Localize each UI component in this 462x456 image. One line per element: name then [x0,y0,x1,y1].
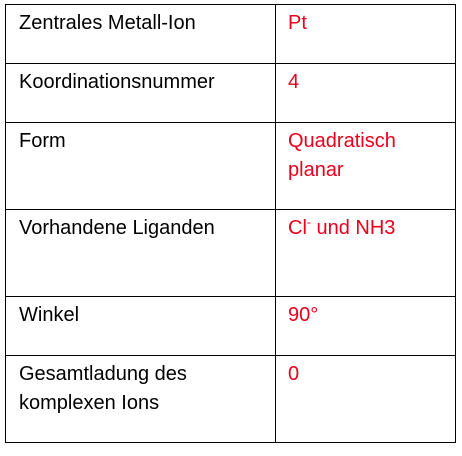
row-value [276,210,456,297]
row-label: Form [6,123,276,210]
row-value: Quadratisch planar [276,123,456,210]
table-row-angle [6,297,456,356]
row-value: 90° [276,297,456,356]
row-label: Vorhandene Liganden [6,210,276,297]
table-row-shape [6,123,456,210]
row-label: Koordinationsnummer [6,64,276,123]
row-value: Pt [276,5,456,64]
row-value: 0 [276,356,456,443]
table-row-total-charge [6,356,456,443]
charge-superscript: - [306,215,311,229]
row-label: Zentrales Metall-Ion [6,5,276,64]
complex-properties-table [5,4,456,443]
table-row-metal-ion [6,5,456,64]
row-label: Gesamtladung des komplexen Ions [6,356,276,443]
ligand-chloride: Cl [288,217,307,239]
table-row-coordination-number [6,64,456,123]
row-value: 4 [276,64,456,123]
row-label: Winkel [6,297,276,356]
table-row-ligands [6,210,456,297]
ligand-ammonia: und NH3 [310,217,396,239]
